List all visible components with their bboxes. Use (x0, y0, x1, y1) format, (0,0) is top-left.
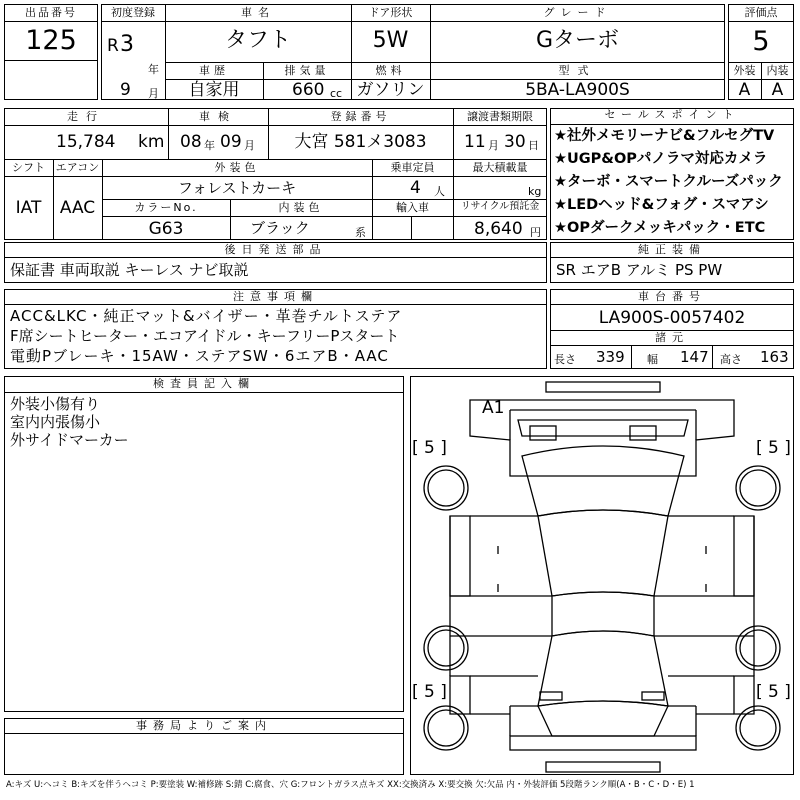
mileage-unit: km (138, 132, 165, 152)
shift: IAT (15, 198, 42, 218)
inspector-label: 検査員記入欄 (4, 376, 404, 393)
inspector-line-1: 外装小傷有り (10, 395, 101, 413)
later-parts-label: 後日発送部品 (4, 242, 547, 258)
mileage: 15,784 (56, 132, 116, 152)
transfer-month: 11 (464, 132, 486, 152)
notes-line-3: 電動Pブレーキ・15AW・ステアSW・6エアB・AAC (10, 347, 389, 365)
cap-label: 乗車定員 (390, 161, 435, 174)
shaken-month: 09 (220, 132, 242, 152)
import-label: 輸入車 (396, 201, 429, 214)
notes-line-2: F席シートヒーター・エコアイドル・キーフリーPスタート (10, 327, 400, 345)
history: 自家用 (188, 80, 240, 100)
score-label: 評価点 (744, 6, 778, 19)
capacity: 4 (410, 178, 421, 198)
sales-point-4: ★LEDヘッド&フォグ・スマアシ (554, 197, 769, 213)
fuel: ガソリン (356, 80, 425, 100)
width-label: 幅 (647, 353, 658, 366)
int-label: 内装 (766, 64, 789, 77)
reg-nen: 年 (148, 63, 159, 76)
transfer-label: 譲渡書類期限 (467, 110, 533, 123)
load-unit: kg (528, 185, 542, 198)
tire-front-left: [ 5 ] (412, 438, 447, 458)
sales-point-1: ★社外メモリーナビ&フルセグTV (554, 128, 775, 144)
int-grade: A (771, 80, 784, 100)
office-label: 事務局よりご案内 (4, 718, 404, 734)
reg-era: R (107, 36, 119, 56)
width: 147 (680, 348, 709, 366)
equipment-label: 純正装備 (550, 242, 794, 258)
frame-label: 車台番号 (550, 289, 794, 305)
inspector-line-2: 室内内張傷小 (10, 413, 101, 431)
reg-tsuki: 月 (148, 87, 159, 100)
exterior-color: フォレストカーキ (177, 179, 297, 197)
disp-cc: cc (330, 87, 343, 100)
history-label: 車歴 (199, 64, 229, 77)
grade: Gターボ (535, 28, 620, 53)
colorno-label: カラーNo. (134, 201, 198, 214)
frame-number: LA900S-0057402 (598, 308, 746, 328)
shaken-tsuki: 月 (244, 139, 255, 152)
inspector-line-3: 外サイドマーカー (10, 431, 129, 449)
notes-line-1: ACC&LKC・純正マット&バイザー・革巻チルトステア (10, 307, 403, 325)
shaken-nen: 年 (204, 139, 215, 152)
later-parts: 保証書 車両取説 キーレス ナビ取説 (10, 261, 249, 279)
tire-rear-right: [ 5 ] (756, 682, 791, 702)
sales-point-2: ★UGP&OPパノラマ対応カメラ (554, 151, 768, 167)
length: 339 (596, 348, 625, 366)
score: 5 (752, 26, 770, 57)
ac-label: エアコン (55, 161, 100, 174)
recycle-label: リサイクル預託金 (460, 201, 540, 212)
plate-number: 大宮 581メ3083 (294, 132, 427, 152)
shift-label: シフト (12, 161, 45, 174)
load-label: 最大積載量 (472, 161, 528, 174)
lot-number: 125 (25, 25, 77, 56)
dims-label: 諸元 (550, 331, 794, 346)
lot-label: 出品番号 (25, 6, 77, 19)
height: 163 (760, 348, 789, 366)
name-label: 車名 (241, 6, 275, 19)
door-label: ドア形状 (368, 6, 413, 19)
interior-kei: 系 (355, 226, 366, 239)
sales-point-5: ★OPダークメッキパック・ETC (554, 220, 766, 236)
sales-points-label: セールスポイント (550, 108, 794, 125)
transfer-day: 30 (504, 132, 526, 152)
disp-label: 排気量 (284, 64, 330, 77)
car-name: タフト (224, 28, 291, 53)
mileage-label: 走行 (67, 110, 105, 123)
shaken-label: 車検 (199, 110, 237, 123)
door-type: 5W (372, 28, 409, 53)
tire-front-right: [ 5 ] (756, 438, 791, 458)
reg-label: 初度登録 (111, 6, 155, 19)
transfer-nichi: 日 (528, 139, 539, 152)
fuel-label: 燃料 (375, 64, 406, 77)
tire-rear-left: [ 5 ] (412, 682, 447, 702)
ext-grade: A (738, 80, 751, 100)
height-label: 高さ (720, 353, 742, 366)
sales-point-3: ★ターボ・スマートクルーズパック (554, 174, 783, 190)
reg-year: 3 (120, 32, 134, 57)
shaken-year: 08 (180, 132, 202, 152)
color-label: 外装色 (214, 161, 260, 174)
transfer-tsuki: 月 (488, 139, 499, 152)
notes-label: 注意事項欄 (4, 289, 547, 305)
model-label: 型式 (558, 64, 597, 77)
capacity-unit: 人 (434, 185, 445, 198)
aircon: AAC (59, 198, 96, 218)
recycle-en: 円 (530, 226, 541, 239)
interior-color: ブラック (250, 219, 310, 237)
car-diagram (410, 376, 794, 775)
length-label: 長さ (554, 353, 576, 366)
recycle-fee: 8,640 (474, 219, 523, 239)
equipment: SR エアB アルミ PS PW (556, 261, 723, 279)
grade-label: グレード (543, 6, 612, 19)
color-number: G63 (148, 219, 184, 239)
legend: A:キズ U:ヘコミ B:キズを伴うヘコミ P:要塗装 W:補修跡 S:錆 C:腐食、穴 G:フロントガラス点キズ XX:交換済み X:要交換 欠:欠品 内・外装評価 5段階ランク順(A・B・C・D・E) 1 (6, 780, 695, 790)
plate-label: 登録番号 (330, 110, 391, 123)
reg-month: 9 (120, 80, 131, 100)
damage-code: A1 (482, 398, 505, 418)
intcolor-label: 内装色 (278, 201, 324, 214)
model-code: 5BA-LA900S (525, 80, 630, 100)
displacement: 660 (292, 80, 325, 100)
ext-label: 外装 (733, 64, 756, 77)
